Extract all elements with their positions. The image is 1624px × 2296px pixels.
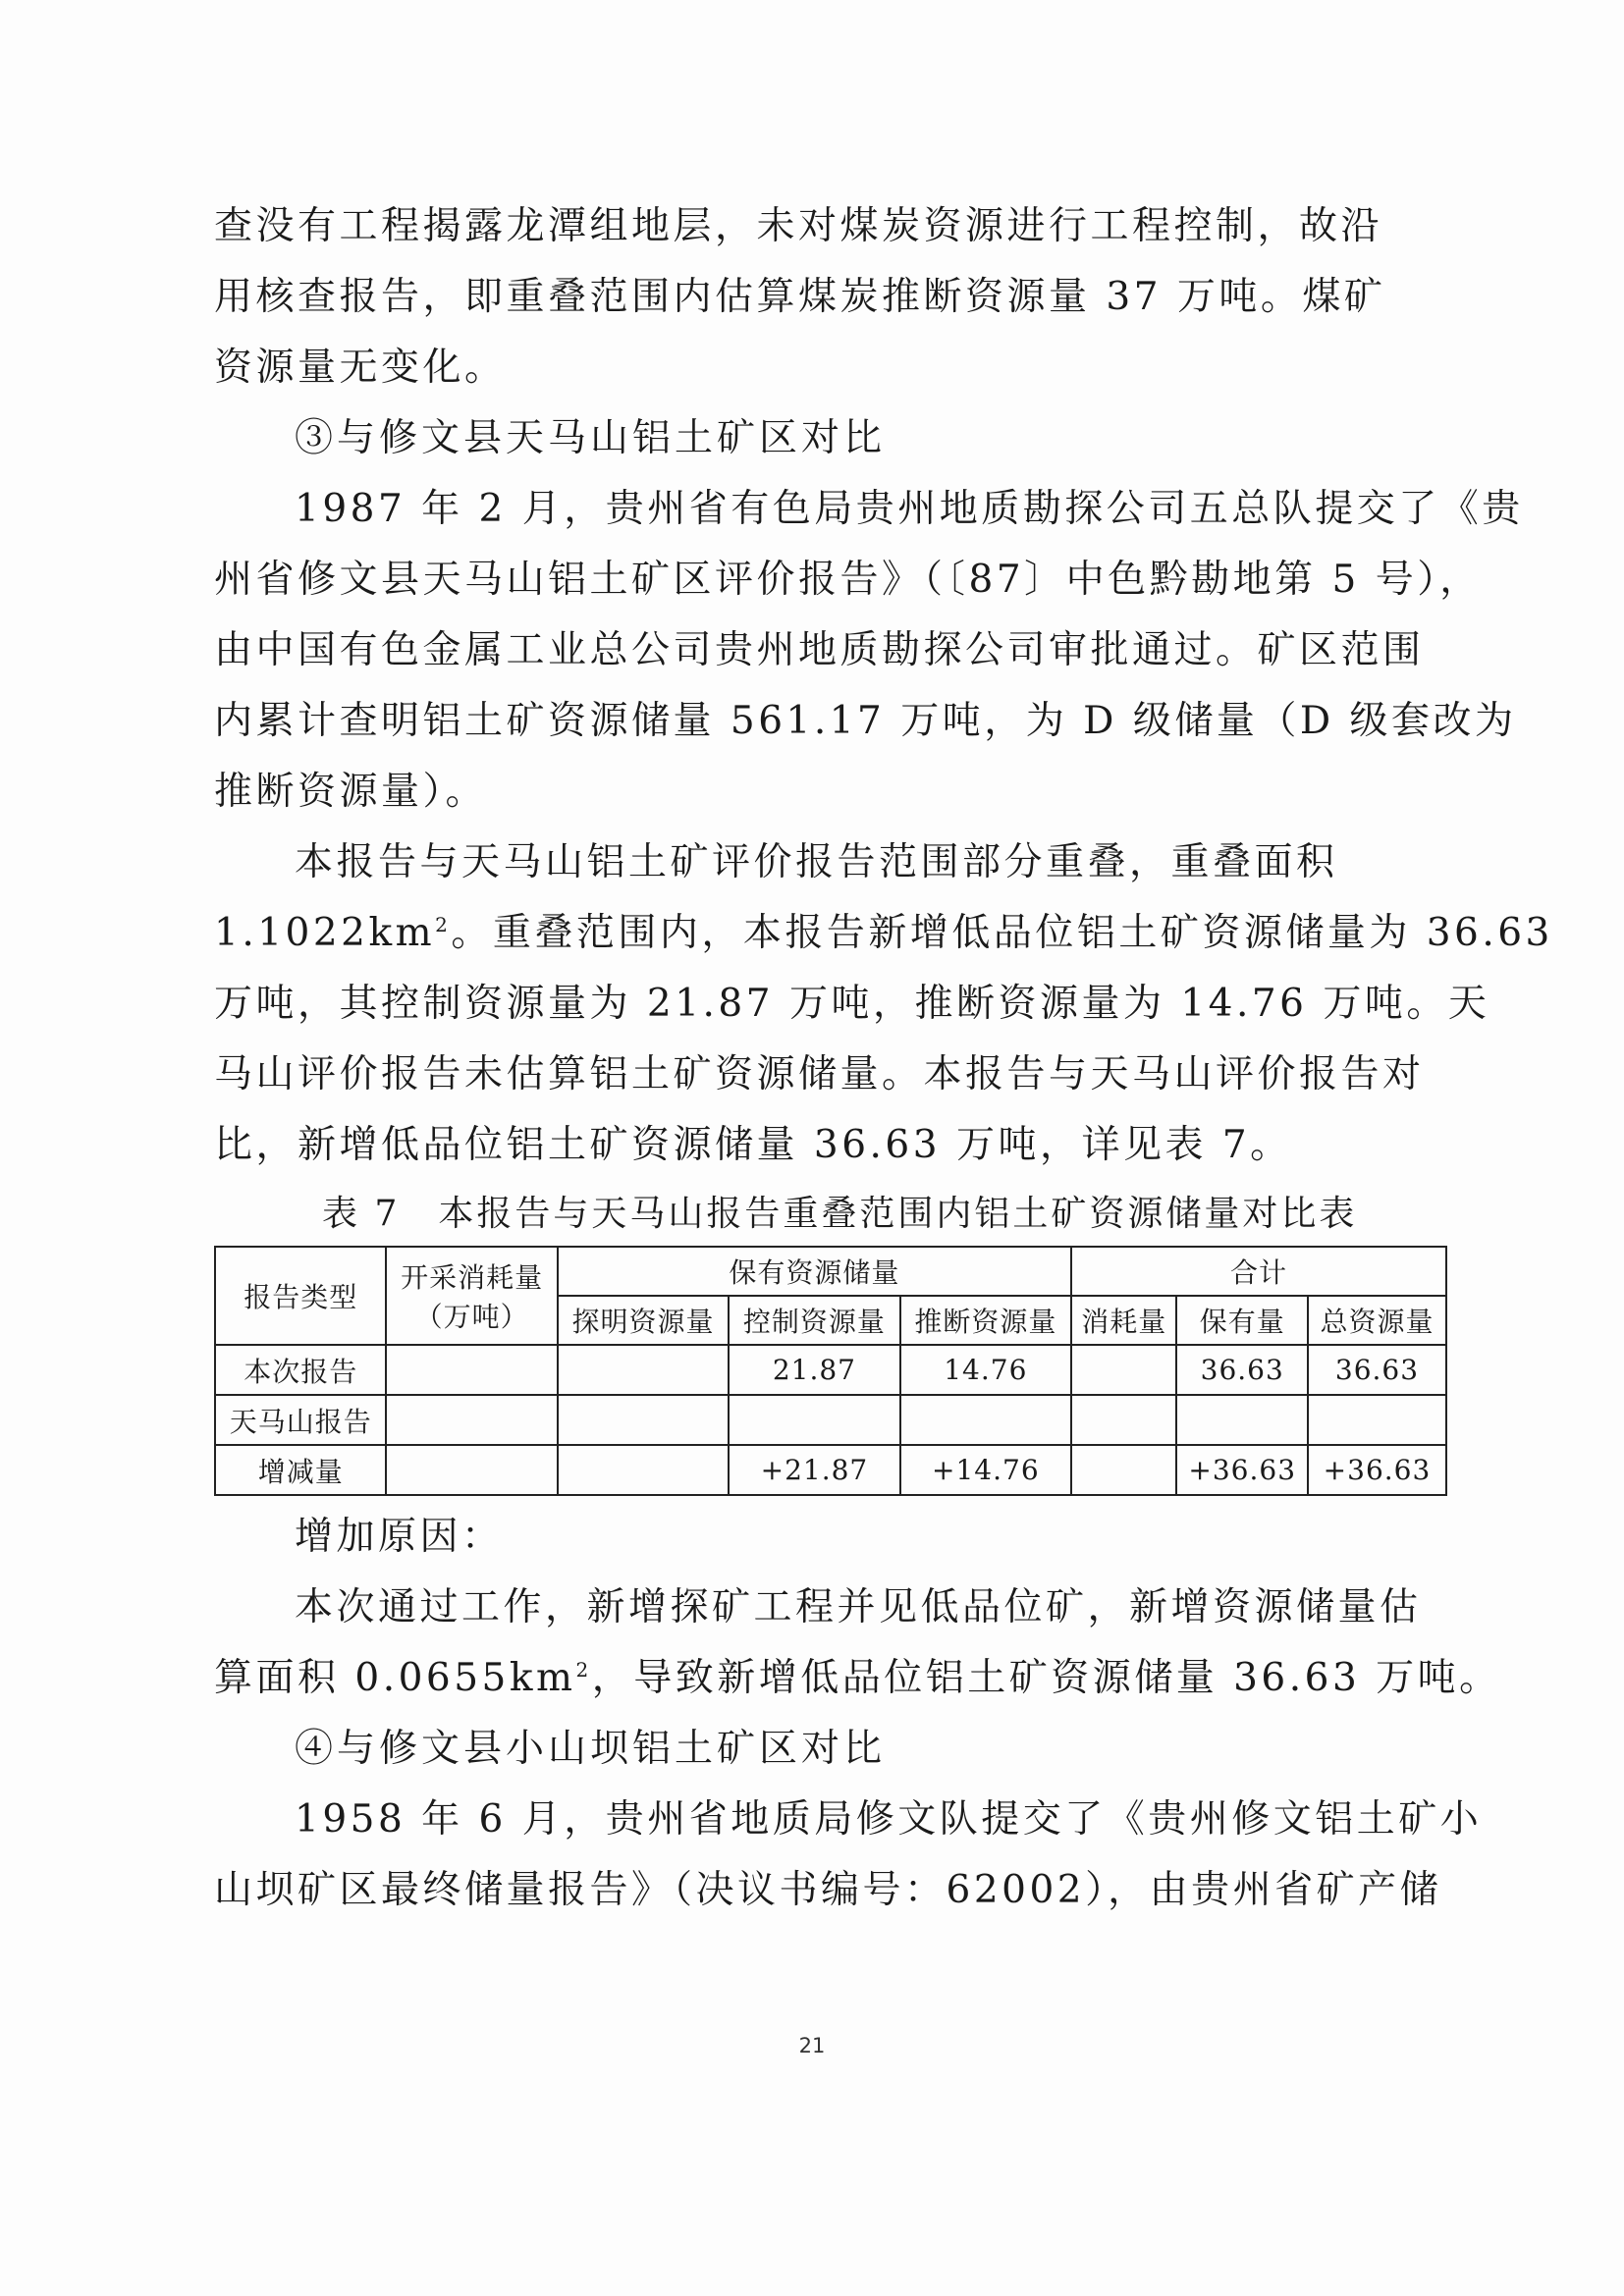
- header-explored: 探明资源量: [558, 1296, 729, 1345]
- cell-consumed: [1071, 1395, 1176, 1445]
- text-line: 1958 年 6 月，贵州省地质局修文队提交了《贵州修文铝土矿小: [295, 1797, 1483, 1842]
- cell-total: [1308, 1395, 1446, 1445]
- text-line: 比，新增低品位铝土矿资源储量 36.63 万吨，详见表 7。: [214, 1123, 1292, 1167]
- cell-consumed: [1071, 1445, 1176, 1495]
- text-line: [214, 898, 1553, 969]
- cell-type: 增减量: [215, 1445, 386, 1495]
- area-value: 1.1022km: [214, 911, 436, 955]
- text-line: [214, 1643, 1501, 1714]
- cell-consumed: [1071, 1345, 1176, 1395]
- text-line: 山坝矿区最终储量报告》（决议书编号：62002），由贵州省矿产储: [214, 1868, 1442, 1912]
- cell-total: +36.63: [1308, 1445, 1446, 1495]
- text-line: 资源量无变化。: [214, 346, 507, 390]
- text-line: 本报告与天马山铝土矿评价报告范围部分重叠，重叠面积: [295, 840, 1338, 884]
- cell-retained: +36.63: [1176, 1445, 1308, 1495]
- table-row: [215, 1395, 1446, 1445]
- text-line: 马山评价报告未估算铝土矿资源储量。本报告与天马山评价报告对: [214, 1052, 1425, 1096]
- text-line: 本次通过工作，新增探矿工程并见低品位矿，新增资源储量估: [295, 1585, 1422, 1629]
- text-line: 万吨，其控制资源量为 21.87 万吨，推断资源量为 14.76 万吨。天: [214, 982, 1490, 1026]
- text-line: 内累计查明铝土矿资源储量 561.17 万吨，为 D 级储量（D 级套改为: [214, 699, 1517, 743]
- header-retained-sum: 保有量: [1176, 1296, 1308, 1345]
- cell-controlled: [729, 1395, 899, 1445]
- cell-total: 36.63: [1308, 1345, 1446, 1395]
- cell-retained: 36.63: [1176, 1345, 1308, 1395]
- page-number: 21: [798, 2034, 826, 2057]
- header-inferred: 推断资源量: [900, 1296, 1071, 1345]
- cell-explored: [558, 1345, 729, 1395]
- cell-controlled: +21.87: [729, 1445, 899, 1495]
- area-value: 算面积 0.0655km: [214, 1656, 576, 1700]
- reason-title: 增加原因：: [295, 1515, 504, 1559]
- cell-mining: [386, 1445, 557, 1495]
- cell-explored: [558, 1445, 729, 1495]
- text-line: 1987 年 2 月，贵州省有色局贵州地质勘探公司五总队提交了《贵: [295, 487, 1524, 531]
- header-total: 合计: [1071, 1247, 1446, 1296]
- header-mining-consumption: [386, 1247, 557, 1345]
- text-line: 州省修文县天马山铝土矿区评价报告》（〔87〕中色黔勘地第 5 号），: [214, 558, 1482, 602]
- header-report-type: 报告类型: [215, 1247, 386, 1345]
- cell-type: 本次报告: [215, 1345, 386, 1395]
- page-content: [214, 191, 1553, 1926]
- comparison-table: [214, 1246, 1447, 1496]
- header-total-resources: 总资源量: [1308, 1296, 1446, 1345]
- text-line: 查没有工程揭露龙潭组地层，未对煤炭资源进行工程控制，故沿: [214, 204, 1383, 248]
- cell-mining: [386, 1395, 557, 1445]
- table-row: [215, 1345, 1446, 1395]
- cell-inferred: +14.76: [900, 1445, 1071, 1495]
- header-consumed: 消耗量: [1071, 1296, 1176, 1345]
- table-row: [215, 1445, 1446, 1495]
- cell-explored: [558, 1395, 729, 1445]
- header-line: 开采消耗量: [401, 1261, 544, 1294]
- text-line: 用核查报告，即重叠范围内估算煤炭推断资源量 37 万吨。煤矿: [214, 275, 1386, 319]
- text-line: 由中国有色金属工业总公司贵州地质勘探公司审批通过。矿区范围: [214, 628, 1425, 672]
- superscript: 2: [435, 913, 452, 936]
- cell-type: 天马山报告: [215, 1395, 386, 1445]
- cell-inferred: [900, 1395, 1071, 1445]
- cell-controlled: 21.87: [729, 1345, 899, 1395]
- cell-inferred: 14.76: [900, 1345, 1071, 1395]
- text-run: ，导致新增低品位铝土矿资源储量 36.63 万吨。: [591, 1656, 1501, 1700]
- cell-retained: [1176, 1395, 1308, 1445]
- section-heading-3: ③与修文县天马山铝土矿区对比: [295, 416, 887, 460]
- superscript: 2: [575, 1658, 592, 1682]
- table-caption: 表 7 本报告与天马山报告重叠范围内铝土矿资源储量对比表: [322, 1194, 1358, 1234]
- header-line: （万吨）: [414, 1301, 529, 1333]
- header-controlled: 控制资源量: [729, 1296, 899, 1345]
- text-line: 推断资源量）。: [214, 770, 488, 814]
- cell-mining: [386, 1345, 557, 1395]
- section-heading-4: ④与修文县小山坝铝土矿区对比: [295, 1727, 887, 1771]
- text-run: 。重叠范围内，本报告新增低品位铝土矿资源储量为 36.63: [451, 911, 1553, 955]
- header-retained-reserves: 保有资源储量: [558, 1247, 1071, 1296]
